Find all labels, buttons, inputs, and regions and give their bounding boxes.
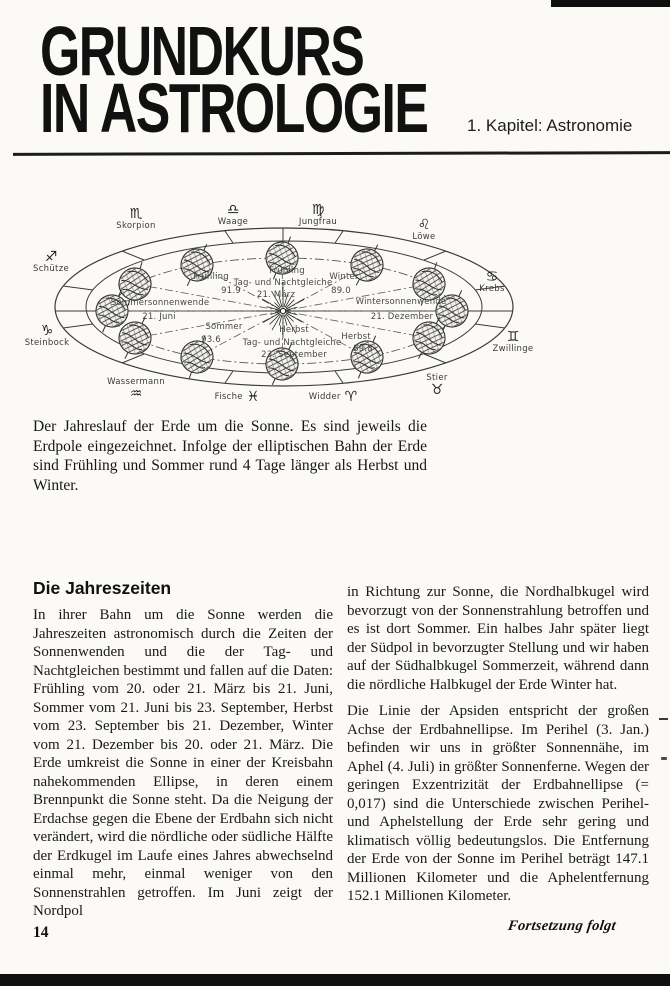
schuetze-icon: ♐ [44,249,58,265]
scan-edge-bar-top [551,0,670,7]
label-autumn-equinox-2: Tag- und Nachtgleiche [242,338,342,348]
zwillinge-icon: ♊ [506,329,520,345]
label-autumn-equinox-3: 23. September [261,350,327,360]
figure-caption: Der Jahreslauf der Erde um die Sonne. Es sind jeweils die Erdpole eingezeichnet. Infolge der elliptischen Bahn der Erde sind Frühling und Sommer rund 4 Tage länger als Herbst und Winter. [33,418,427,494]
zodiac-label-schuetze: ♐ Schütze [33,249,69,274]
zodiac-label-loewe: ♌ Löwe [412,217,436,242]
header-rule [13,151,670,156]
zodiac-label-widder: ♈ Widder [308,389,358,405]
scan-speck [661,757,667,760]
label-autumn-season: Herbst [341,332,371,342]
zodiac-label-skorpion: ♏ Skorpion [116,206,156,231]
book-title-line2: IN ASTROLOGIE [40,69,428,147]
label-spring-equinox-3: 21. März [256,290,296,300]
label-spring-equinox-2: Tag- und Nachtgleiche [233,278,333,288]
label-summer-days: 93.6 [201,335,221,345]
label-autumn-days: 89.8 [353,344,373,354]
label-summer-solstice-2: 21. Juni [142,312,176,322]
stier-icon: ♉ [430,381,444,398]
skorpion-icon: ♏ [129,206,143,222]
loewe-icon: ♌ [417,217,431,233]
orbit-figure [0,190,670,420]
label-spring-season: Frühling [193,272,229,282]
jungfrau-icon: ♍ [311,202,325,218]
continuation-note: Fortsetzung folgt [506,918,618,934]
body-paragraph: Die Linie der Apsiden entspricht der großen Achse der Erdbahnellipse. Im Perihel (3. Jan.) befinden wir uns in größter Sonnennähe, im Aphel (4. Juli) in größter Sonnenferne. Wegen der geringen Exzentrizität der Erdbahnellipse (= 0,017) sind die Unterschiede zwischen Perihel- und Aphelstellung der Erde sehr gering und klimatisch völlig bedeutungslos. Die Entfernung der Erde von der Sonne im Perihel beträgt 147.1 Millionen Kilometer und die Aphelentfernung 152.1 Millionen Kilometer. [347,703,649,904]
section-heading: Die Jahreszeiten [33,578,172,598]
zodiac-label-waage: ♎ Waage [217,202,249,227]
earth-globe [173,237,221,292]
widder-icon: ♈ [344,389,358,405]
label-winter-season: Winter [329,272,359,282]
wassermann-icon: ♒ [129,385,143,402]
sun-core [280,308,285,313]
chapter-subtitle: 1. Kapitel: Astronomie [467,116,633,135]
label-winter-solstice-2: 21. Dezember [370,312,434,322]
scan-edge-bar-bottom [0,974,670,986]
zodiac-label-stier: ♉ Stier [426,373,448,398]
label-spring-days: 91.9 [221,286,241,296]
krebs-icon: ♋ [485,269,499,285]
right-column [347,583,649,906]
steinbock-icon: ♑ [40,323,54,339]
zodiac-label-fische: ♓ Fische [214,389,260,405]
fische-icon: ♓ [246,389,260,405]
body-paragraph: In ihrer Bahn um die Sonne werden die Jahreszeiten astronomisch durch die Zeiten der Sonnenwenden und die der Tag- und Nachtgleichen bestimmt und fallen auf die Daten: Frühling vom 20. oder 21. März bis 21. Juni, Sommer vom 21. Juni bis 23. September, Herbst vom 23. September bis 21. Dezember, Winter vom 21. Dezember bis 20. oder 21. März. Die Erde umkreist die Sonne in einer der Kreisbahn nahekommenden Ellipse, in deren einem Brennpunkt die Sonne steht. Da die Neigung der Erdachse gegen die Ebene der Erdbahn sich nicht verändert, wird die nördliche oder südliche Hälfte der Erdkugel im Laufe eines Jahres abwechselnd einmal mehr, einmal weniger von den Sonnenstrahlen getroffen. Im Juni zeigt der Nordpol [33,607,333,919]
zodiac-label-steinbock: ♑ Steinbock [24,323,70,348]
zodiac-label-jungfrau: ♍ Jungfrau [298,202,338,227]
label-spring-equinox-1: Frühling [269,266,305,276]
zodiac-label-wassermann: ♒ Wassermann [107,377,165,402]
zodiac-label-krebs: ♋ Krebs [479,269,505,294]
left-column [33,578,333,921]
label-winter-days: 89.0 [331,286,351,296]
earth-globe [342,237,392,293]
label-summer-solstice-1: Sommersonnenwende [110,298,210,308]
waage-icon: ♎ [226,202,240,218]
zodiac-label-zwillinge: ♊ Zwillinge [492,329,534,354]
page-number: 14 [33,924,49,941]
scan-speck [659,718,668,720]
label-autumn-equinox-1: Herbst [279,325,309,335]
book-title-line1: GRUNDKURS [40,12,364,90]
label-summer-season: Sommer [205,322,243,332]
body-paragraph: in Richtung zur Sonne, die Nordhalbkugel wird bevorzugt von der Sonnenstrahlung betroffen und es ist dort Sommer. Ein halbes Jahr später liegt der Südpol in bevorzugter Stellung und wir haben auf der Südhalbkugel Sommerzeit, während dann die nördliche Halbkugel der Erde Winter hat. [347,584,649,693]
label-winter-solstice-1: Wintersonnenwende [355,297,447,307]
